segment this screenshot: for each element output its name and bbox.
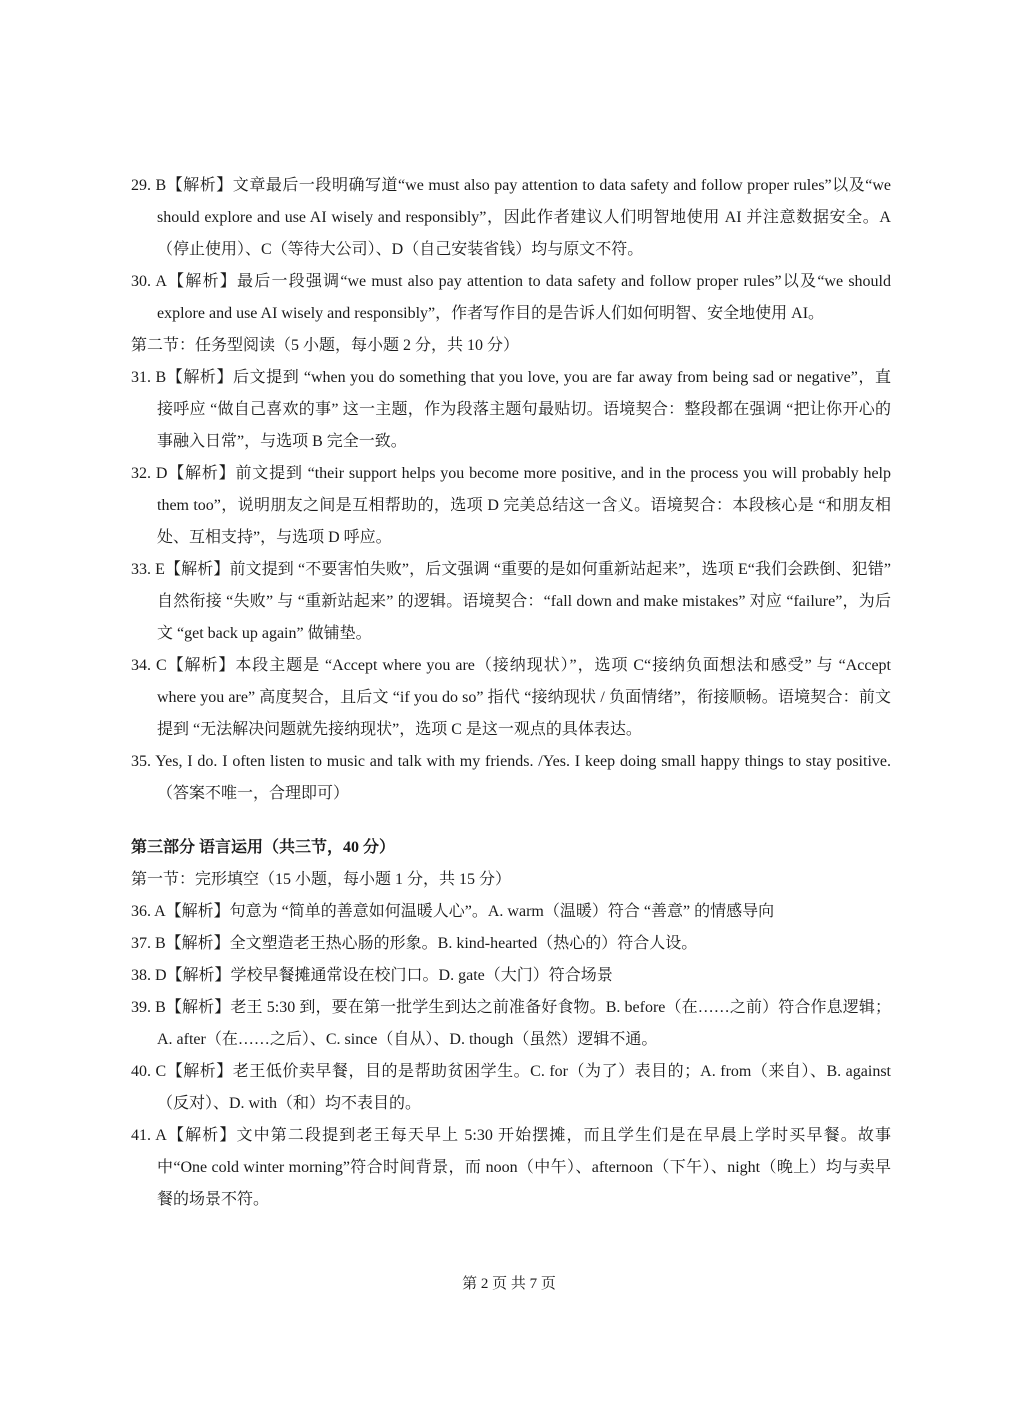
answer-item-34: 34. C【解析】本段主题是 “Accept where you are（接纳现状）”，选项 C“接纳负面想法和感受” 与 “Accept where you are” 高度契合，且后文 “if you do so” 指代 “接纳现状 / 负面情绪”，衔接顺畅。语境契合：前文提到 “无法解决问题就先接纳现状”，选项 C 是这一观点的具体表达。 [131,657,891,738]
answer-item-30: 30. A【解析】最后一段强调“we must also pay attention to data safety and follow proper rules”以及“we should explore and use AI wisely and responsibly”，作者写作目的是告诉人们如何明智、安全地使用 AI。 [131,273,891,322]
answer-item-39: 39. B【解析】老王 5:30 到，要在第一批学生到达之前准备好食物。B. before（在……之前）符合作息逻辑；A. after（在……之后）、C. since（自从）、D. though（虽然）逻辑不通。 [131,999,891,1048]
section-heading-task-reading: 第二节：任务型阅读（5 小题，每小题 2 分，共 10 分） [131,337,520,354]
answer-item-37: 37. B【解析】全文塑造老王热心肠的形象。B. kind-hearted（热心的）符合人设。 [131,935,698,952]
section-heading-cloze: 第一节：完形填空（15 小题，每小题 1 分，共 15 分） [131,871,512,888]
answer-item-36: 36. A【解析】句意为 “简单的善意如何温暖人心”。A. warm（温暖）符合 “善意” 的情感导向 [131,903,775,920]
answer-item-35: 35. Yes, I do. I often listen to music and talk with my friends. /Yes. I keep doing small happy things to stay positive. （答案不唯一，合理即可） [131,753,891,802]
page-content [131,170,891,1216]
answer-item-31: 31. B【解析】后文提到 “when you do something that you love, you are far away from being sad or negative”，直接呼应 “做自己喜欢的事” 这一主题，作为段落主题句最贴切。语境契合：整段都在强调 “把让你开心的事融入日常”，与选项 B 完全一致。 [131,369,891,450]
answer-item-40: 40. C【解析】老王低价卖早餐，目的是帮助贫困学生。C. for（为了）表目的；A. from（来自）、B. against（反对）、D. with（和）均不表目的。 [131,1063,891,1112]
answer-item-38: 38. D【解析】学校早餐摊通常设在校门口。D. gate（大门）符合场景 [131,967,613,984]
answer-item-32: 32. D【解析】前文提到 “their support helps you become more positive, and in the process you will probably help them too”，说明朋友之间是互相帮助的，选项 D 完美总结这一含义。语境契合：本段核心是 “和朋友相处、互相支持”，与选项 D 呼应。 [131,465,891,546]
page-footer: 第 2 页 共 7 页 [462,1276,556,1292]
answer-item-33: 33. E【解析】前文提到 “不要害怕失败”，后文强调 “重要的是如何重新站起来”，选项 E“我们会跌倒、犯错” 自然衔接 “失败” 与 “重新站起来” 的逻辑。语境契合：“fall down and make mistakes” 对应 “failure”，为后文 “get back up again” 做铺垫。 [131,561,891,642]
answer-item-41: 41. A【解析】文中第二段提到老王每天早上 5:30 开始摆摊，而且学生们是在早晨上学时买早餐。故事中“One cold winter morning”符合时间背景，而 noon（中午）、afternoon（下午）、night（晚上）均与卖早餐的场景不符。 [131,1127,891,1208]
answer-item-29: 29. B【解析】文章最后一段明确写道“we must also pay attention to data safety and follow proper rules”以及“we should explore and use AI wisely and responsibly”，因此作者建议人们明智地使用 AI 并注意数据安全。A（停止使用）、C（等待大公司）、D（自己安装省钱）均与原文不符。 [131,177,891,258]
part-title-language-use: 第三部分 语言运用（共三节，40 分） [131,839,396,856]
